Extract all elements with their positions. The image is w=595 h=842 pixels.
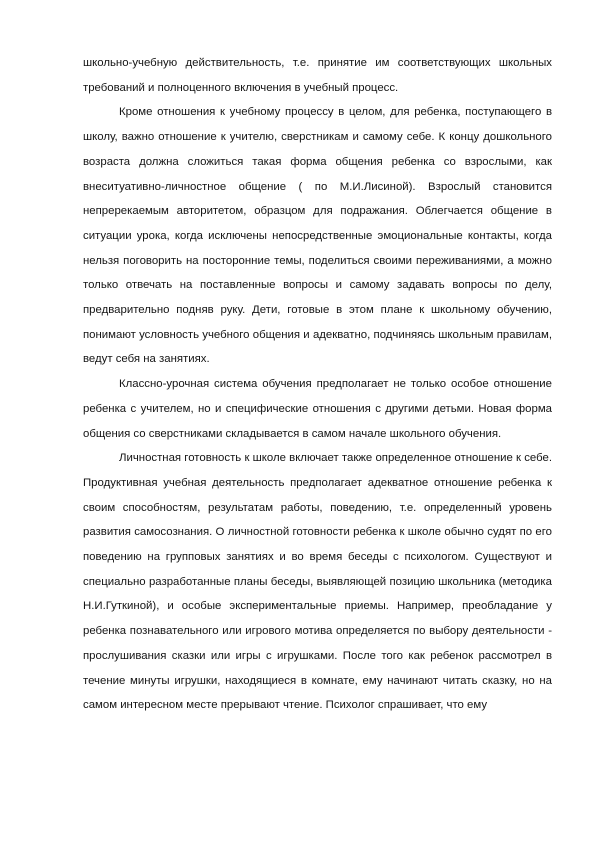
body-text bbox=[83, 51, 552, 718]
paragraph-continued: школьно-учебную действительность, т.е. принятие им соответствующих школьных требований и полноценного включения в учебный процесс. bbox=[83, 57, 552, 94]
paragraph-relationships: Кроме отношения к учебному процессу в целом, для ребенка, поступающего в школу, важно отношение к учителю, сверстникам и самому себе. К концу дошкольного возраста должна сложиться такая форма общения ребенка со взрослыми, как внеситуативно-личностное общение ( по М.И.Лисиной). Взрослый становится непререкаемым авторитетом, образцом для подражания. Облегчается общение в ситуации урока, когда исключены непосредственные эмоциональные контакты, когда нельзя поговорить на посторонние темы, поделиться своими переживаниями, а можно только отвечать на поставленные вопросы и самому задавать вопросы по делу, предварительно подняв руку. Дети, готовые в этом плане к школьному обучению, понимают условность учебного общения и адекватно, подчиняясь школьным правилам, ведут себя на занятиях. bbox=[83, 106, 552, 366]
paragraph-personal-readiness: Личностная готовность к школе включает также определенное отношение к себе. Продуктивная учебная деятельность предполагает адекватное отношение ребенка к своим способностям, результатам работы, поведению, т.е. определенный уровень развития самосознания. О личностной готовности ребенка к школе обычно судят по его поведению на групповых занятиях и во время беседы с психологом. Существуют и специально разработанные планы беседы, выявляющей позицию школьника (методика Н.И.Гуткиной), и особые экспериментальные приемы. Например, преобладание у ребенка познавательного или игрового мотива определяется по выбору деятельности - прослушивания сказки или игры с игрушками. После того как ребенок рассмотрел в течение минуты игрушки, находящиеся в комнате, ему начинают читать сказку, но на самом интересном месте прерывают чтение. Психолог спрашивает, что ему bbox=[83, 452, 552, 712]
paragraph-classroom-system: Классно-урочная система обучения предполагает не только особое отношение ребенка с учителем, но и специфические отношения с другими детьми. Новая форма общения со сверстниками складывается в самом начале школьного обучения. bbox=[83, 378, 552, 440]
